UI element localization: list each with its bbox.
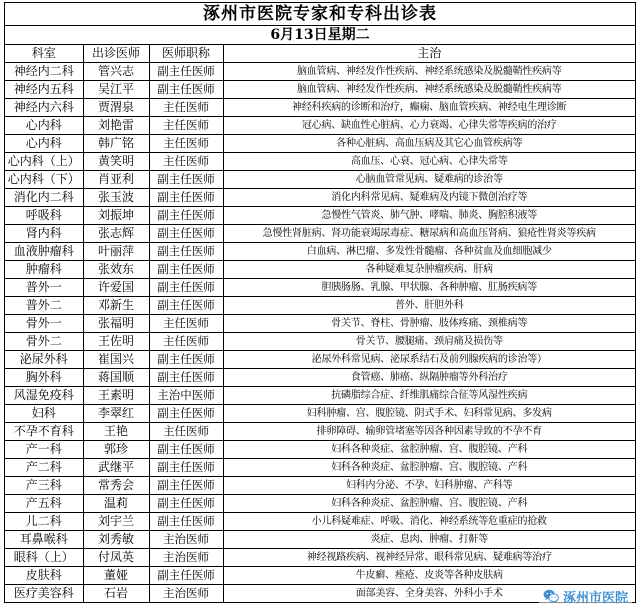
department-cell: 心内科 bbox=[5, 117, 83, 135]
department-cell: 不孕不育科 bbox=[5, 423, 83, 441]
title-cell: 副主任医师 bbox=[149, 441, 223, 459]
table-row bbox=[5, 315, 635, 333]
title-cell: 主任医师 bbox=[149, 333, 223, 351]
title-cell: 副主任医师 bbox=[149, 81, 223, 99]
doctor-cell: 管兴志 bbox=[83, 63, 149, 81]
department-cell: 心内科 bbox=[5, 135, 83, 153]
table-row bbox=[5, 369, 635, 387]
department-cell: 神经内五科 bbox=[5, 81, 83, 99]
column-header-department: 科室 bbox=[5, 45, 83, 63]
department-cell: 肾内科 bbox=[5, 225, 83, 243]
title-cell: 副主任医师 bbox=[149, 171, 223, 189]
department-cell: 泌尿外科 bbox=[5, 351, 83, 369]
table-row bbox=[5, 351, 635, 369]
specialty-cell: 面部美容、全身美容、外科小手术 bbox=[223, 585, 635, 603]
department-cell: 产二科 bbox=[5, 459, 83, 477]
doctor-cell: 石岩 bbox=[83, 585, 149, 603]
department-cell: 耳鼻喉科 bbox=[5, 531, 83, 549]
department-cell: 心内科（上） bbox=[5, 153, 83, 171]
doctor-cell: 张志辉 bbox=[83, 225, 149, 243]
table-row bbox=[5, 297, 635, 315]
department-cell: 神经内二科 bbox=[5, 63, 83, 81]
title-cell: 副主任医师 bbox=[149, 405, 223, 423]
department-cell: 普外二 bbox=[5, 297, 83, 315]
department-cell: 儿二科 bbox=[5, 513, 83, 531]
title-cell: 副主任医师 bbox=[149, 477, 223, 495]
table-row bbox=[5, 99, 635, 117]
table-row bbox=[5, 207, 635, 225]
specialty-cell: 白血病、淋巴瘤、多发性骨髓瘤、各种贫血及血细胞减少 bbox=[223, 243, 635, 261]
title-cell: 副主任医师 bbox=[149, 261, 223, 279]
doctor-cell: 崔国兴 bbox=[83, 351, 149, 369]
specialty-cell: 急慢性肾脏病、肾功能衰竭尿毒症、糖尿病和高血压肾病、狼疮性肾炎等疾病 bbox=[223, 225, 635, 243]
column-header-title: 医师职称 bbox=[149, 45, 223, 63]
specialty-cell: 冠心病、缺血性心脏病、心力衰竭、心律失常等疾病的治疗 bbox=[223, 117, 635, 135]
doctor-cell: 刘宇兰 bbox=[83, 513, 149, 531]
department-cell: 妇科 bbox=[5, 405, 83, 423]
doctor-cell: 邓新生 bbox=[83, 297, 149, 315]
doctor-cell: 常秀会 bbox=[83, 477, 149, 495]
title-cell: 副主任医师 bbox=[149, 63, 223, 81]
title-cell: 副主任医师 bbox=[149, 297, 223, 315]
column-header-doctor: 出诊医师 bbox=[83, 45, 149, 63]
title-cell: 副主任医师 bbox=[149, 279, 223, 297]
department-cell: 医疗美容科 bbox=[5, 585, 83, 603]
department-cell: 产三科 bbox=[5, 477, 83, 495]
specialty-cell: 骨关节、腰腿痛、颈肩痛及损伤等 bbox=[223, 333, 635, 351]
title-cell: 主任医师 bbox=[149, 117, 223, 135]
doctor-cell: 张玉波 bbox=[83, 189, 149, 207]
specialty-cell: 心脑血管常见病、疑难病的诊治等 bbox=[223, 171, 635, 189]
schedule-table bbox=[5, 45, 635, 602]
title-cell: 副主任医师 bbox=[149, 351, 223, 369]
department-cell: 产一科 bbox=[5, 441, 83, 459]
doctor-cell: 王艳 bbox=[83, 423, 149, 441]
title-cell: 副主任医师 bbox=[149, 513, 223, 531]
title-cell: 副主任医师 bbox=[149, 243, 223, 261]
specialty-cell: 妇科内分泌、不孕、妇科肿瘤、产科等 bbox=[223, 477, 635, 495]
department-cell: 消化内二科 bbox=[5, 189, 83, 207]
doctor-cell: 董娅 bbox=[83, 567, 149, 585]
table-row bbox=[5, 549, 635, 567]
doctor-cell: 王佐明 bbox=[83, 333, 149, 351]
doctor-cell: 郭珍 bbox=[83, 441, 149, 459]
table-row bbox=[5, 135, 635, 153]
table-row bbox=[5, 153, 635, 171]
title-cell: 主任医师 bbox=[149, 135, 223, 153]
table-row bbox=[5, 567, 635, 585]
doctor-cell: 王素明 bbox=[83, 387, 149, 405]
page-title: 涿州市医院专家和专科出诊表 bbox=[5, 3, 635, 26]
specialty-cell: 急慢性气管炎、肺气肿、哮喘、肺炎、胸腔积液等 bbox=[223, 207, 635, 225]
specialty-cell: 高血压、心衰、冠心病、心律失常等 bbox=[223, 153, 635, 171]
specialty-cell: 炎症、息肉、肿瘤、打鼾等 bbox=[223, 531, 635, 549]
specialty-cell: 各种疑难复杂肿瘤疾病、肝病 bbox=[223, 261, 635, 279]
doctor-cell: 韩广铭 bbox=[83, 135, 149, 153]
title-cell: 副主任医师 bbox=[149, 567, 223, 585]
department-cell: 骨外一 bbox=[5, 315, 83, 333]
specialty-cell: 各种心脏病、高血压病及其它心血管疾病等 bbox=[223, 135, 635, 153]
table-row bbox=[5, 63, 635, 81]
title-cell: 主任医师 bbox=[149, 99, 223, 117]
specialty-cell: 脑血管病、神经发作性疾病、神经系统感染及脱髓鞘性疾病等 bbox=[223, 81, 635, 99]
department-cell: 风湿免疫科 bbox=[5, 387, 83, 405]
specialty-cell: 普外、肝胆外科 bbox=[223, 297, 635, 315]
specialty-cell: 小儿科疑难症、呼吸、消化、神经系统等危重症的抢救 bbox=[223, 513, 635, 531]
doctor-cell: 张效东 bbox=[83, 261, 149, 279]
table-row bbox=[5, 495, 635, 513]
doctor-cell: 贾渭泉 bbox=[83, 99, 149, 117]
schedule-date: 6月13日星期二 bbox=[5, 26, 635, 45]
doctor-cell: 张福明 bbox=[83, 315, 149, 333]
department-cell: 神经内六科 bbox=[5, 99, 83, 117]
department-cell: 呼吸科 bbox=[5, 207, 83, 225]
department-cell: 胸外科 bbox=[5, 369, 83, 387]
specialty-cell: 食管癌、肺癌、纵隔肿瘤等外科治疗 bbox=[223, 369, 635, 387]
table-row bbox=[5, 225, 635, 243]
schedule-sheet bbox=[4, 2, 636, 603]
table-row bbox=[5, 387, 635, 405]
title-cell: 主治医师 bbox=[149, 549, 223, 567]
department-cell: 皮肤科 bbox=[5, 567, 83, 585]
doctor-cell: 叶丽萍 bbox=[83, 243, 149, 261]
department-cell: 普外一 bbox=[5, 279, 83, 297]
doctor-cell: 蒋国顺 bbox=[83, 369, 149, 387]
table-row bbox=[5, 513, 635, 531]
title-cell: 主任医师 bbox=[149, 315, 223, 333]
table-row bbox=[5, 441, 635, 459]
column-header-specialty: 主治 bbox=[223, 45, 635, 63]
specialty-cell: 妇科各种炎症、盆腔肿瘤、宫、腹腔镜、产科 bbox=[223, 495, 635, 513]
doctor-cell: 付凤英 bbox=[83, 549, 149, 567]
department-cell: 眼科（上） bbox=[5, 549, 83, 567]
table-row bbox=[5, 477, 635, 495]
title-cell: 副主任医师 bbox=[149, 459, 223, 477]
specialty-cell: 妇科各种炎症、盆腔肿瘤、宫、腹腔镜、产科 bbox=[223, 441, 635, 459]
table-row bbox=[5, 261, 635, 279]
department-cell: 肿瘤科 bbox=[5, 261, 83, 279]
specialty-cell: 牛皮癣、痤疮、皮炎等各种皮肤病 bbox=[223, 567, 635, 585]
department-cell: 骨外二 bbox=[5, 333, 83, 351]
title-cell: 副主任医师 bbox=[149, 495, 223, 513]
title-cell: 副主任医师 bbox=[149, 369, 223, 387]
watermark bbox=[539, 586, 632, 606]
table-row bbox=[5, 333, 635, 351]
specialty-cell: 骨关节、脊柱、骨肿瘤、肢体疼痛、颈椎病等 bbox=[223, 315, 635, 333]
table-row bbox=[5, 405, 635, 423]
title-cell: 主任医师 bbox=[149, 423, 223, 441]
table-row bbox=[5, 531, 635, 549]
doctor-cell: 刘振坤 bbox=[83, 207, 149, 225]
doctor-cell: 刘艳雷 bbox=[83, 117, 149, 135]
table-row bbox=[5, 171, 635, 189]
specialty-cell: 泌尿外科常见病、泌尿系结石及前列腺疾病的诊治等） bbox=[223, 351, 635, 369]
title-cell: 副主任医师 bbox=[149, 207, 223, 225]
title-cell: 主治医师 bbox=[149, 531, 223, 549]
specialty-cell: 神经科疾病的诊断和治疗，癫痫、脑血管疾病、神经电生理诊断 bbox=[223, 99, 635, 117]
table-row bbox=[5, 459, 635, 477]
doctor-cell: 温莉 bbox=[83, 495, 149, 513]
title-cell: 副主任医师 bbox=[149, 189, 223, 207]
doctor-cell: 武继平 bbox=[83, 459, 149, 477]
specialty-cell: 妇科肿瘤、宫、腹腔镜、阴式手术、妇科常见病、多发病 bbox=[223, 405, 635, 423]
department-cell: 心内科（下） bbox=[5, 171, 83, 189]
table-row bbox=[5, 81, 635, 99]
table-header-row bbox=[5, 45, 635, 63]
title-cell: 主任医师 bbox=[149, 153, 223, 171]
doctor-cell: 许爱国 bbox=[83, 279, 149, 297]
wechat-logo-icon bbox=[543, 588, 559, 604]
specialty-cell: 胆胰肠肠、乳腺、甲状腺、各种肿瘤、肛肠疾病等 bbox=[223, 279, 635, 297]
table-row bbox=[5, 189, 635, 207]
doctor-cell: 黄笑明 bbox=[83, 153, 149, 171]
department-cell: 血液肿瘤科 bbox=[5, 243, 83, 261]
specialty-cell: 脑血管病、神经发作性疾病、神经系统感染及脱髓鞘性疾病等 bbox=[223, 63, 635, 81]
watermark-text: 涿州市医院 bbox=[562, 590, 628, 606]
title-cell: 副主任医师 bbox=[149, 225, 223, 243]
table-body bbox=[5, 63, 635, 603]
department-cell: 产五科 bbox=[5, 495, 83, 513]
table-row bbox=[5, 117, 635, 135]
title-cell: 主治中医师 bbox=[149, 387, 223, 405]
doctor-cell: 肖亚利 bbox=[83, 171, 149, 189]
title-cell: 主治医师 bbox=[149, 585, 223, 603]
doctor-cell: 李翠红 bbox=[83, 405, 149, 423]
doctor-cell: 吴江平 bbox=[83, 81, 149, 99]
specialty-cell: 神经视路疾病、视神经异常、眼科常见病、疑难病等治疗 bbox=[223, 549, 635, 567]
table-row bbox=[5, 423, 635, 441]
table-row bbox=[5, 243, 635, 261]
table-row bbox=[5, 279, 635, 297]
specialty-cell: 抗磷脂综合症、纤维肌痛综合征等风湿性疾病 bbox=[223, 387, 635, 405]
doctor-cell: 刘秀敏 bbox=[83, 531, 149, 549]
specialty-cell: 消化内科常见病、疑难病及内镜下微创治疗等 bbox=[223, 189, 635, 207]
specialty-cell: 排卵障碍、输卵管堵塞等因各种因素导致的不孕不育 bbox=[223, 423, 635, 441]
specialty-cell: 妇科各种炎症、盆腔肿瘤、宫、腹腔镜、产科 bbox=[223, 459, 635, 477]
